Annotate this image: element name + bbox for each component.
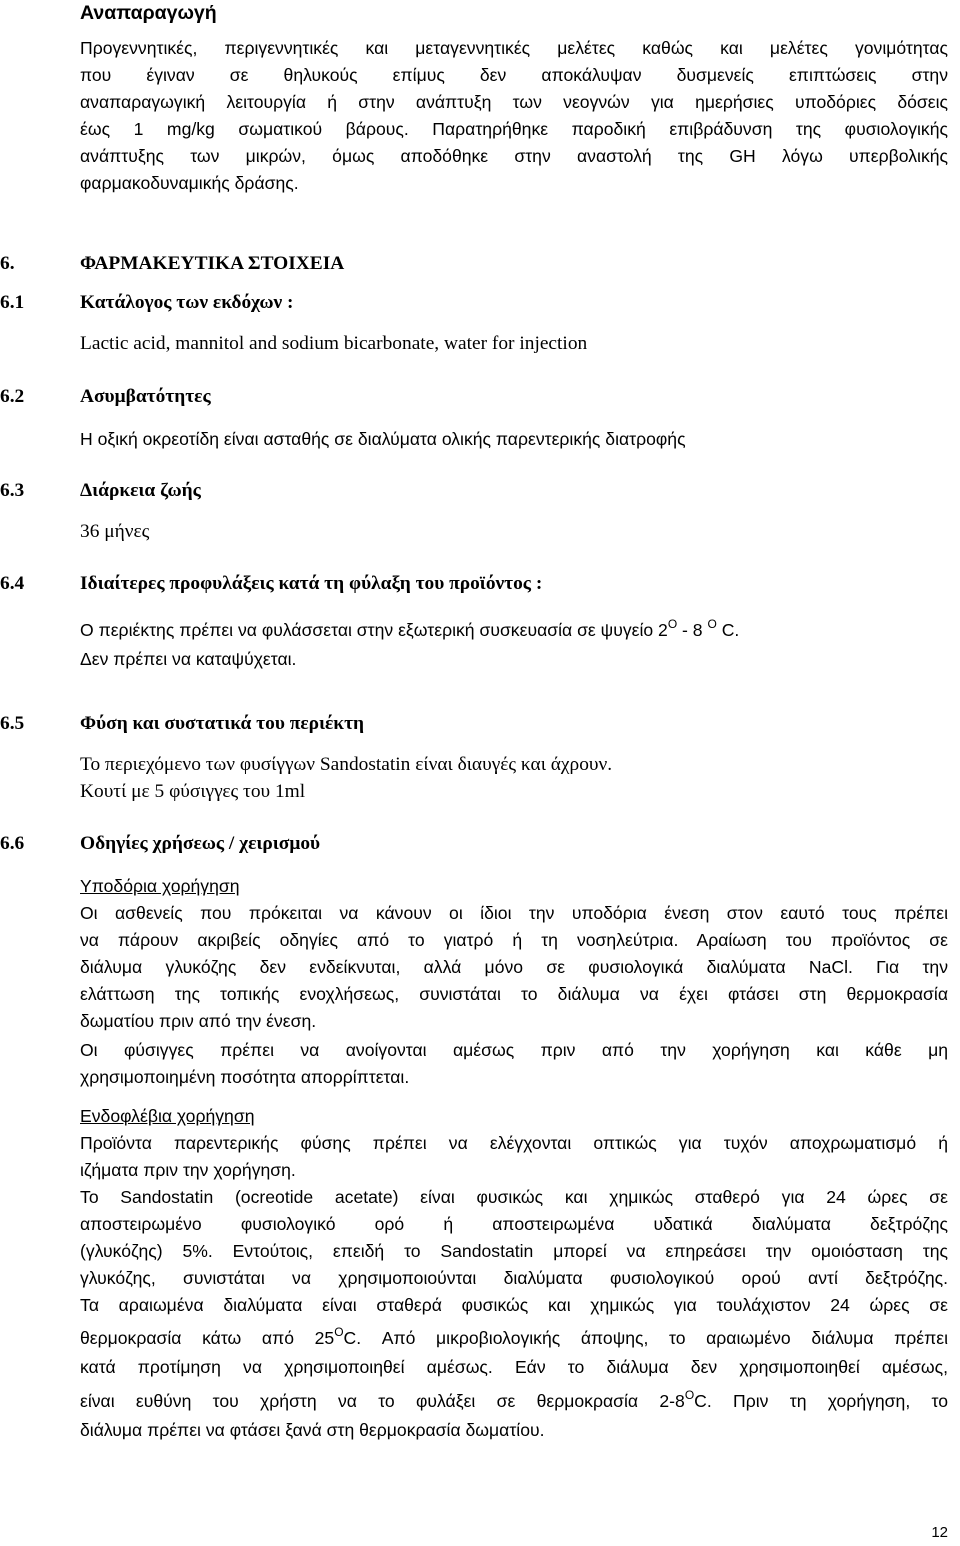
subcutaneous-line-1: Οι ασθενείς που πρόκειται να κάνουν οι ίδιοι την υποδόρια ένεση στον εαυτό τους πρέπει: [80, 903, 948, 923]
section-6-6-title: Οδηγίες χρήσεως / χειρισμού: [80, 833, 321, 854]
section-6-2-number: 6.2: [0, 386, 25, 407]
section-6-6-number: 6.6: [0, 833, 25, 854]
intravenous-line-3: Το Sandostatin (ocreotide acetate) είναι φυσικώς και χημικώς σταθερό για 24 ώρες σε: [80, 1187, 948, 1207]
iv-line-8-text-a: θερμοκρασία κάτω από 25: [80, 1328, 335, 1348]
subcutaneous-heading: Υποδόρια χορήγηση: [80, 876, 240, 896]
degree-sign-3: O: [334, 1325, 344, 1339]
container-line-1: Το περιεχόμενο των φυσίγγων Sandostatin είναι διαυγές και άχρουν.: [80, 754, 613, 775]
iv-line-8-text-b: C. Από μικροβιολογικής άποψης, το αραιωμένο διάλυμα πρέπει: [343, 1328, 948, 1348]
intravenous-line-5: (γλυκόζης) 5%. Εντούτοις, επειδή το Sandostatin μπορεί να επηρεάσει την ομοιόσταση της: [80, 1241, 948, 1261]
incompatibilities-text: Η οξική οκρεοτίδη είναι ασταθής σε διαλύματα ολικής παρεντερικής διατροφής: [80, 429, 686, 449]
subcutaneous-line-7: χρησιμοποιημένη ποσότητα απορρίπτεται.: [80, 1067, 410, 1087]
section-6-1-title: Κατάλογος των εκδόχων :: [80, 292, 294, 313]
intravenous-line-8: [80, 1325, 948, 1349]
storage-text-a: Ο περιέκτης πρέπει να φυλάσσεται στην εξωτερική συσκευασία σε ψυγείο 2: [80, 620, 668, 640]
section-6-3-number: 6.3: [0, 480, 25, 501]
section-6-number: 6.: [0, 253, 15, 274]
section-6-5-title: Φύση και συστατικά του περιέκτη: [80, 713, 365, 734]
section-6-4-title: Ιδιαίτερες προφυλάξεις κατά τη φύλαξη του προϊόντος :: [80, 573, 543, 594]
section-6-1-number: 6.1: [0, 292, 25, 313]
intravenous-heading: Ενδοφλέβια χορήγηση: [80, 1106, 255, 1126]
section-6-3-title: Διάρκεια ζωής: [80, 480, 201, 501]
subcutaneous-line-3: διάλυμα γλυκόζης δεν ενδείκνυται, αλλά μόνο σε φυσιολογικά διαλύματα NaCl. Για την: [80, 957, 948, 977]
intravenous-line-1: Προϊόντα παρεντερικής φύσης πρέπει να ελέγχονται οπτικώς για τυχόν αποχρωματισμό ή: [80, 1133, 948, 1153]
storage-text-b: - 8: [677, 620, 708, 640]
storage-line-2: Δεν πρέπει να καταψύχεται.: [80, 649, 297, 669]
intravenous-line-9: κατά προτίμηση να χρησιμοποιηθεί αμέσως. Εάν το διάλυμα δεν χρησιμοποιηθεί αμέσως,: [80, 1357, 948, 1377]
container-line-2: Κουτί με 5 φύσιγγες του 1ml: [80, 781, 306, 802]
intravenous-line-11: διάλυμα πρέπει να φτάσει ξανά στη θερμοκρασία δωματίου.: [80, 1420, 545, 1440]
section-6-5-number: 6.5: [0, 713, 25, 734]
degree-sign-1: O: [667, 617, 678, 631]
degree-sign-4: O: [684, 1388, 695, 1402]
reproduction-line-1: Προγεννητικές, περιγεννητικές και μεταγεννητικές μελέτες καθώς και μελέτες γονιμότητας: [80, 38, 948, 58]
section-6-title: ΦΑΡΜΑΚΕΥΤΙΚΑ ΣΤΟΙΧΕΙΑ: [80, 253, 345, 274]
reproduction-line-2: που έγιναν σε θηλυκούς επίμυς δεν αποκάλυψαν δυσμενείς επιπτώσεις στην: [80, 65, 948, 85]
iv-line-10-text-a: είναι ευθύνη του χρήστη να το φυλάξει σε θερμοκρασία 2-8: [80, 1391, 685, 1411]
excipients-text: Lactic acid, mannitol and sodium bicarbonate, water for injection: [80, 333, 588, 354]
iv-line-10-text-b: C. Πριν τη χορήγηση, το: [694, 1391, 948, 1411]
reproduction-line-5: ανάπτυξης των μικρών, όμως αποδόθηκε στην αναστολή της GH λόγω υπερβολικής: [80, 146, 948, 166]
subcutaneous-line-2: να πάρουν ακριβείς οδηγίες από το γιατρό ή τη νοσηλεύτρια. Αραίωση του προϊόντος σε: [80, 930, 948, 950]
section-6-2-title: Ασυμβατότητες: [80, 386, 211, 407]
degree-sign-2: O: [707, 617, 717, 631]
section-6-4-number: 6.4: [0, 573, 25, 594]
shelf-life-text: 36 μήνες: [80, 521, 150, 542]
page-number: 12: [931, 1524, 948, 1541]
subcutaneous-line-6: Οι φύσιγγες πρέπει να ανοίγονται αμέσως πριν από την χορήγηση και κάθε μη: [80, 1040, 948, 1060]
subcutaneous-line-5: δωματίου πριν από την ένεση.: [80, 1011, 317, 1031]
intravenous-line-7: Τα αραιωμένα διαλύματα είναι σταθερά φυσικώς και χημικώς για τουλάχιστον 24 ώρες σε: [80, 1295, 948, 1315]
reproduction-line-4: έως 1 mg/kg σωματικού βάρους. Παρατηρήθηκε παροδική επιβράδυνση της φυσιολογικής: [80, 119, 948, 139]
reproduction-line-3: αναπαραγωγική λειτουργία ή στην ανάπτυξη των νεογνών για ημερήσιες υποδόριες δόσεις: [80, 92, 948, 112]
reproduction-line-6: φαρμακοδυναμικής δράσης.: [80, 173, 299, 193]
intravenous-line-6: γλυκόζης, συνιστάται να χρησιμοποιούνται διαλύματα φυσιολογικού ορού αντί δεξτρόζης.: [80, 1268, 948, 1288]
intravenous-line-4: αποστειρωμένο φυσιολογικό ορό ή αποστειρωμένα υδατικά διαλύματα δεξτρόζης: [80, 1214, 948, 1234]
storage-line-1: [80, 617, 740, 641]
reproduction-heading: Αναπαραγωγή: [80, 2, 217, 24]
intravenous-line-2: ιζήματα πριν την χορήγηση.: [80, 1160, 296, 1180]
intravenous-line-10: [80, 1388, 948, 1412]
subcutaneous-line-4: ελάττωση της τοπικής ενοχλήσεως, συνιστάται το διάλυμα να έχει φτάσει στη θερμοκρασία: [80, 984, 948, 1004]
storage-text-c: C.: [716, 620, 740, 640]
